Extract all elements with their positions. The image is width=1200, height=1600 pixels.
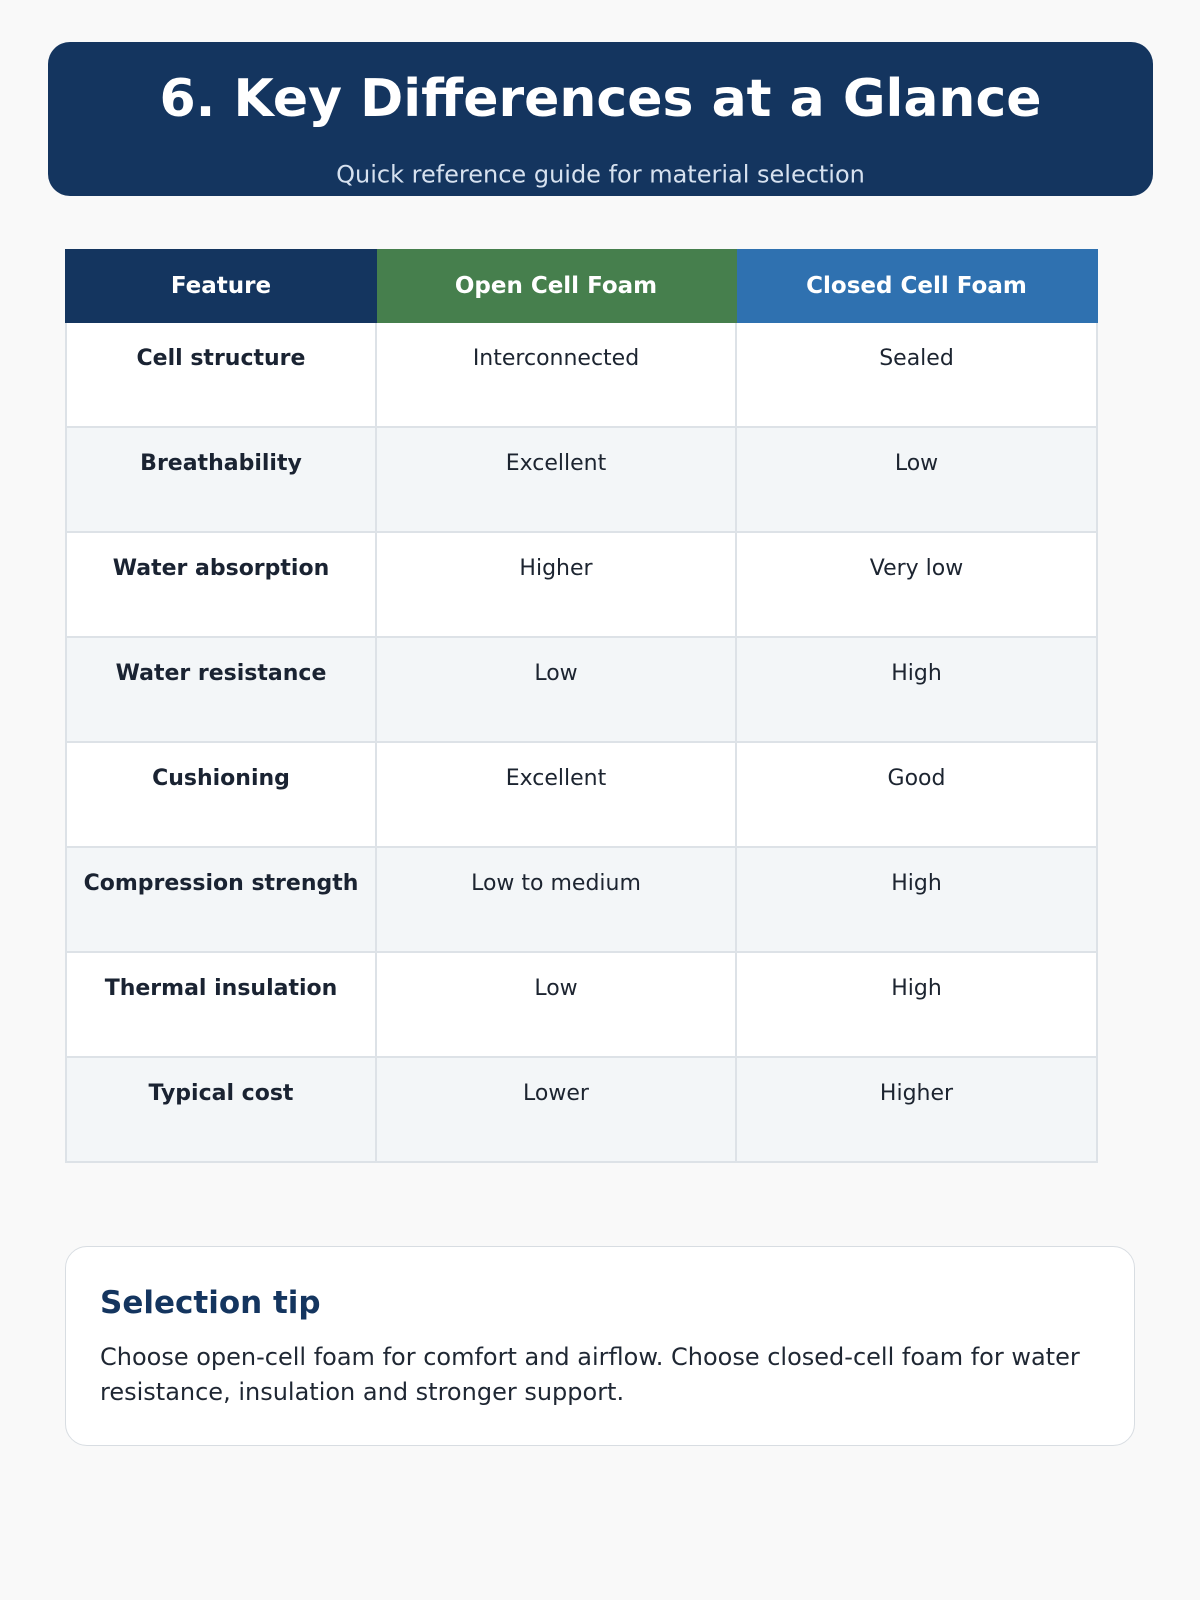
column-header-feature: Feature bbox=[66, 250, 376, 322]
open-cell-value: Low bbox=[376, 637, 736, 742]
table-header-row bbox=[66, 250, 1097, 322]
table-row bbox=[66, 427, 1097, 532]
column-header-open-cell: Open Cell Foam bbox=[376, 250, 736, 322]
open-cell-value: Lower bbox=[376, 1057, 736, 1162]
comparison-table bbox=[65, 249, 1098, 1163]
closed-cell-value: Very low bbox=[736, 532, 1097, 637]
column-header-closed-cell: Closed Cell Foam bbox=[736, 250, 1097, 322]
page-title: 6. Key Differences at a Glance bbox=[159, 69, 1042, 129]
feature-cell: Breathability bbox=[66, 427, 376, 532]
open-cell-value: Interconnected bbox=[376, 322, 736, 427]
feature-cell: Cell structure bbox=[66, 322, 376, 427]
table-row bbox=[66, 322, 1097, 427]
open-cell-value: Low to medium bbox=[376, 847, 736, 952]
table-row bbox=[66, 742, 1097, 847]
comparison-table-container bbox=[65, 249, 1096, 1163]
feature-cell: Thermal insulation bbox=[66, 952, 376, 1057]
table-row bbox=[66, 532, 1097, 637]
selection-tip-text: Choose open-cell foam for comfort and airflow. Choose closed-cell foam for water resistance, insulation and stronger support. bbox=[100, 1343, 1080, 1406]
closed-cell-value: High bbox=[736, 637, 1097, 742]
closed-cell-value: High bbox=[736, 952, 1097, 1057]
closed-cell-value: High bbox=[736, 847, 1097, 952]
table-row bbox=[66, 847, 1097, 952]
page-subtitle: Quick reference guide for material selection bbox=[336, 160, 865, 189]
title-banner bbox=[48, 42, 1153, 196]
feature-cell: Compression strength bbox=[66, 847, 376, 952]
open-cell-value: Higher bbox=[376, 532, 736, 637]
selection-tip-title: Selection tip bbox=[100, 1285, 321, 1321]
table-row bbox=[66, 1057, 1097, 1162]
table-row bbox=[66, 637, 1097, 742]
closed-cell-value: Good bbox=[736, 742, 1097, 847]
open-cell-value: Excellent bbox=[376, 742, 736, 847]
feature-cell: Water resistance bbox=[66, 637, 376, 742]
open-cell-value: Excellent bbox=[376, 427, 736, 532]
feature-cell: Cushioning bbox=[66, 742, 376, 847]
selection-tip-card bbox=[65, 1246, 1135, 1446]
feature-cell: Typical cost bbox=[66, 1057, 376, 1162]
closed-cell-value: Low bbox=[736, 427, 1097, 532]
table-row bbox=[66, 952, 1097, 1057]
closed-cell-value: Higher bbox=[736, 1057, 1097, 1162]
open-cell-value: Low bbox=[376, 952, 736, 1057]
feature-cell: Water absorption bbox=[66, 532, 376, 637]
closed-cell-value: Sealed bbox=[736, 322, 1097, 427]
